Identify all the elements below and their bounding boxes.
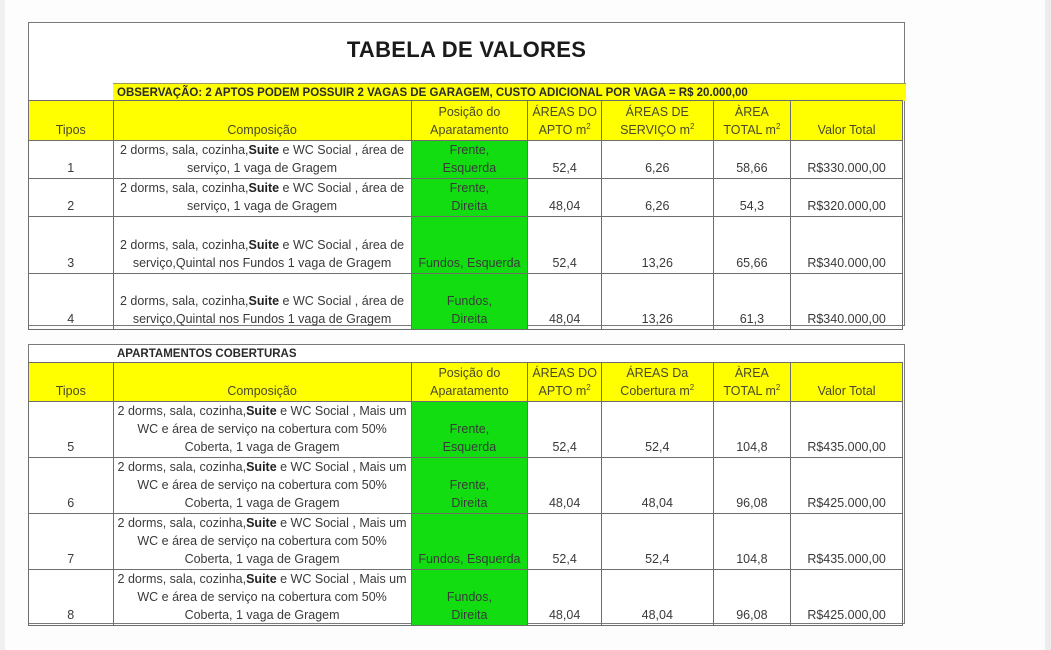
table-header-row [29,363,903,402]
cell-posicao: Fundos, Esquerda [411,217,528,274]
header-areas-servico: ÁREAS DE SERVIÇO $m^2$ [602,101,714,141]
price-table-penthouses [28,344,905,624]
header-valor-total: Valor Total [791,101,903,141]
table-header-row [29,101,903,141]
units-table [28,100,903,330]
cell-area-total: 58,66 [713,141,791,179]
cell-area-total: 104,8 [713,514,791,570]
cell-tipo: 6 [29,458,114,514]
cell-valor: R$435.000,00 [791,402,903,458]
header-area-total: ÀREA TOTAL $m^2$ [713,363,791,402]
table-row [29,179,903,217]
penthouse-table [28,362,903,626]
cell-tipo: 4 [29,274,114,330]
cell-area-total: 54,3 [713,179,791,217]
cell-area-servico: 6,26 [602,141,714,179]
section-title: APARTAMENTOS COBERTURAS [117,348,297,360]
header-posicao: Posição do Aparatamento [411,101,528,141]
cell-valor: R$425.000,00 [791,570,903,626]
viewer-left-edge [0,0,5,650]
cell-area-servico: 6,26 [602,179,714,217]
cell-composicao: 2 dorms, sala, cozinha,Suite e WC Social , Mais um WC e área de serviço na cobertura com 50% Coberta, 1 vaga de Gragem [113,514,411,570]
cell-tipo: 2 [29,179,114,217]
header-tipos: Tipos [29,101,114,141]
cell-area-cobertura: 52,4 [602,514,714,570]
cell-posicao: Frente, Direita [411,458,528,514]
cell-area-apto: 52,4 [528,402,602,458]
cell-composicao: 2 dorms, sala, cozinha,Suite e WC Social , área de serviço, 1 vaga de Gragem [113,141,411,179]
cell-posicao: Fundos, Esquerda [411,514,528,570]
header-areas-apto: ÁREAS DO APTO $m^2$ [528,363,602,402]
cell-valor: R$340.000,00 [791,274,903,330]
cell-valor: R$330.000,00 [791,141,903,179]
cell-composicao: 2 dorms, sala, cozinha,Suite e WC Social , Mais um WC e área de serviço na cobertura com 50% Coberta, 1 vaga de Gragem [113,458,411,514]
cell-posicao: Frente, Direita [411,179,528,217]
cell-area-apto: 52,4 [528,514,602,570]
cell-tipo: 3 [29,217,114,274]
table-row [29,458,903,514]
header-composicao: Composição [113,363,411,402]
price-table-main [28,22,905,326]
table-row [29,402,903,458]
cell-posicao: Fundos, Direita [411,274,528,330]
cell-posicao: Fundos, Direita [411,570,528,626]
cell-area-total: 104,8 [713,402,791,458]
viewer-scrollbar[interactable] [1045,0,1051,650]
cell-composicao: 2 dorms, sala, cozinha,Suite e WC Social , Mais um WC e área de serviço na cobertura com 50% Coberta, 1 vaga de Gragem [113,402,411,458]
header-posicao: Posição do Aparatamento [411,363,528,402]
cell-area-apto: 52,4 [528,141,602,179]
cell-composicao: 2 dorms, sala, cozinha,Suite e WC Social , área de serviço,Quintal nos Fundos 1 vaga de Gragem [113,217,411,274]
document-title: TABELA DE VALORES [346,37,587,62]
cell-tipo: 8 [29,570,114,626]
header-tipos: Tipos [29,363,114,402]
cell-area-apto: 48,04 [528,274,602,330]
cell-area-cobertura: 48,04 [602,458,714,514]
cell-valor: R$425.000,00 [791,458,903,514]
cell-composicao: 2 dorms, sala, cozinha,Suite e WC Social , Mais um WC e área de serviço na cobertura com 50% Coberta, 1 vaga de Gragem [113,570,411,626]
cell-area-servico: 13,26 [602,217,714,274]
cell-area-total: 61,3 [713,274,791,330]
cell-area-total: 65,66 [713,217,791,274]
header-area-total: ÀREA TOTAL $m^2$ [713,101,791,141]
cell-tipo: 1 [29,141,114,179]
cell-area-apto: 48,04 [528,458,602,514]
cell-area-apto: 52,4 [528,217,602,274]
cell-valor: R$340.000,00 [791,217,903,274]
cell-composicao: 2 dorms, sala, cozinha,Suite e WC Social , área de serviço, 1 vaga de Gragem [113,179,411,217]
header-composicao: Composição [113,101,411,141]
cell-area-cobertura: 52,4 [602,402,714,458]
table-row [29,570,903,626]
header-areas-apto: ÁREAS DO APTO $m^2$ [528,101,602,141]
cell-valor: R$320.000,00 [791,179,903,217]
table-row [29,217,903,274]
header-valor-total: Valor Total [791,363,903,402]
cell-tipo: 7 [29,514,114,570]
cell-area-cobertura: 48,04 [602,570,714,626]
cell-area-total: 96,08 [713,458,791,514]
observation-note: OBSERVAÇÃO: 2 APTOS PODEM POSSUIR 2 VAGAS DE GARAGEM, CUSTO ADICIONAL POR VAGA = R$ 20.000,00 [113,83,906,101]
table-row [29,514,903,570]
cell-area-servico: 13,26 [602,274,714,330]
cell-area-apto: 48,04 [528,570,602,626]
table-row [29,274,903,330]
table-row [29,141,903,179]
cell-tipo: 5 [29,402,114,458]
cell-posicao: Frente, Esquerda [411,402,528,458]
cell-area-total: 96,08 [713,570,791,626]
cell-valor: R$435.000,00 [791,514,903,570]
cell-posicao: Frente, Esquerda [411,141,528,179]
cell-composicao: 2 dorms, sala, cozinha,Suite e WC Social , área de serviço,Quintal nos Fundos 1 vaga de Gragem [113,274,411,330]
header-areas-cobertura: ÁREAS Da Cobertura $m^2$ [602,363,714,402]
cell-area-apto: 48,04 [528,179,602,217]
